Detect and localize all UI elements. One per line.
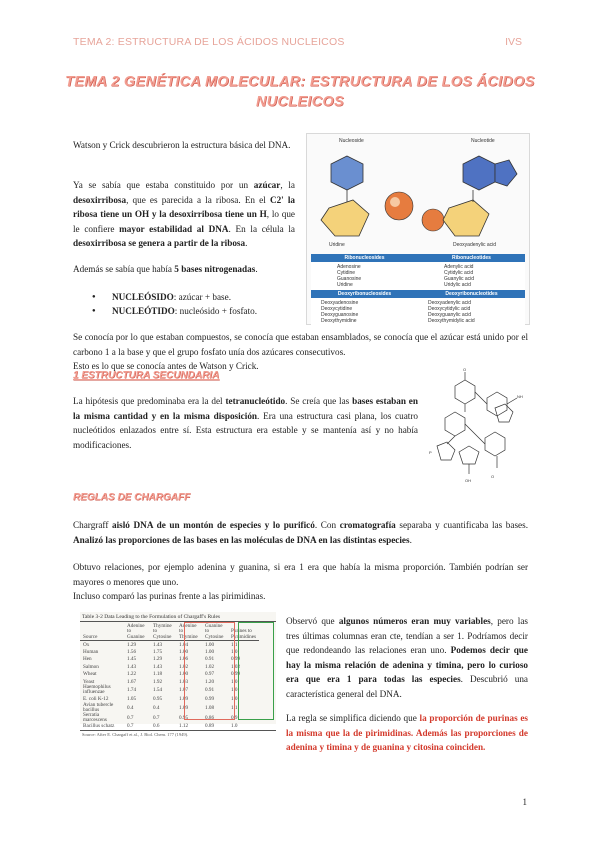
- phosphate-group: [385, 192, 413, 220]
- table-cell: 0.6: [153, 723, 160, 730]
- purine-ring-b: [495, 160, 517, 186]
- table-header: Adenine to Guanine: [127, 622, 145, 640]
- chargaff-paragraph-5: La regla se simplifica diciendo que la proporción de purinas es la misma que la de pirimidinas. Además las proporciones de adenina y timina y de guanina y citosina coinciden.: [286, 713, 528, 752]
- intro-paragraph-4: Se conocía por lo que estaban compuestos, se conocía que estaban ensamblados, se conocía que el azúcar está unido por el carbono 1 a la base y que el grupo fosfato unía dos azúcares consecutivos. Esto es lo que se conocía antes de Watson y Crick.: [73, 332, 528, 371]
- table-cell: 0.7: [153, 714, 160, 721]
- table-cell: 1.08: [205, 704, 215, 711]
- intro-paragraph-2: Ya se sabía que estaba constituido por un azúcar, la desoxirribosa, que es parecida a la ribosa. En el C2' la ribosa tiene un OH y la desoxirribosa tiene un H, lo que le confiere mayor estabilidad al DNA. En la célula la desoxirribosa se genera a partir de la ribosa.: [73, 180, 296, 248]
- deoxyribose-sugar: [443, 200, 489, 236]
- table-cell: Deoxyadenosine: [321, 300, 359, 306]
- table-cell: 1.09: [179, 704, 189, 711]
- table-cell: Deoxyadenylic acid: [428, 300, 472, 306]
- figure-caption-right: Deoxyadenylic acid: [453, 242, 497, 248]
- table-cell: Ox: [83, 641, 90, 648]
- table-header: Ribonucleotides: [452, 255, 491, 261]
- table-cell: 1.0: [231, 649, 238, 656]
- table-cell: Cytidine: [337, 270, 356, 276]
- figure-caption-left: Uridine: [329, 242, 345, 248]
- table-cell: 1.43: [153, 641, 163, 648]
- table-cell: E. coli K-12: [83, 696, 109, 703]
- table-header: Source: [83, 634, 98, 640]
- table-cell: 1.00: [179, 649, 189, 656]
- intro-paragraph-3: Además se sabía que había 5 bases nitrogenadas.: [73, 264, 258, 274]
- table-cell: 1.29: [153, 656, 163, 663]
- table-cell: 1.56: [127, 649, 137, 656]
- table-cell: 1.45: [127, 656, 137, 663]
- table-cell: Deoxyguanylic acid: [428, 312, 472, 318]
- table-header: Purines to Pyrimidines: [231, 628, 257, 640]
- table-cell: Adenosine: [337, 264, 361, 270]
- title-line-1: TEMA 2 GENÉTICA MOLECULAR: ESTRUCTURA DE LOS ÁCIDOS: [65, 74, 535, 90]
- table-header: Ribonucleosides: [344, 255, 385, 261]
- table-cell: 0.89: [205, 723, 215, 730]
- table-cell: Yeast: [83, 678, 95, 685]
- intro-paragraph-1: Watson y Crick descubrieron la estructura básica del DNA.: [73, 140, 291, 150]
- figure-label-right: Nucleotide: [471, 138, 495, 144]
- table-cell: Serratia marcescens: [83, 711, 107, 723]
- table-cell: Cytidylic acid: [444, 270, 474, 276]
- chargaff-paragraph-2: Obtuvo relaciones, por ejemplo adenina y guanina, si era 1 era que había la misma proporción. También podrían ser mayores o menores que uno. Incluso comparó las purinas frente a las pirimidinas.: [73, 562, 528, 601]
- section-heading-secondary-structure: 1 ESTRUCTURA SECUNDARIA: [73, 370, 220, 381]
- table-cell: Guanosine: [337, 276, 362, 282]
- table-cell: 1.06: [179, 656, 189, 663]
- table-header: Deoxyribonucleotides: [445, 291, 498, 297]
- table-cell: 1.67: [127, 678, 137, 685]
- table-source: Source: After E. Chargaff et al., J. Biol. Chem. 177 (1949).: [80, 730, 276, 738]
- ribose-sugar: [321, 200, 369, 236]
- figure-label-left: Nucleoside: [339, 138, 364, 144]
- chargaff-paragraph-4: Observó que algunos números eran muy variables, pero las tres últimas columnas eran cte, tendían a ser 1. Podríamos decir que redondeando las relaciones eran uno. Podemos decir que hay la misma relación de adenina y timina, pero lo curioso era que era 1 para todas las especies. Descubrió una característica general del DNA.: [286, 616, 528, 699]
- table-cell: 1.02: [231, 663, 241, 670]
- table-cell: 1.0: [231, 678, 238, 685]
- svg-text:P: P: [429, 450, 432, 455]
- table-cell: 0.95: [153, 696, 163, 703]
- table-header: Deoxyribonucleosides: [337, 291, 392, 297]
- table-cell: 0.99: [231, 671, 241, 678]
- table-cell: Guanylic acid: [444, 276, 475, 282]
- table-cell: 1.92: [153, 678, 163, 685]
- table-cell: 1.00: [179, 671, 189, 678]
- table-cell: 1.09: [179, 696, 189, 703]
- table-cell: Deoxycytidylic acid: [428, 306, 471, 312]
- table-header: Adenine to Thymine: [179, 622, 198, 640]
- table-cell: 0.99: [205, 696, 215, 703]
- table-cell: 1.04: [179, 641, 189, 648]
- table-cell: 1.75: [153, 649, 163, 656]
- table-cell: 1.22: [127, 671, 137, 678]
- table-cell: 1.43: [153, 663, 163, 670]
- chargaff-table-figure: [80, 612, 276, 738]
- table-cell: 0.95: [179, 714, 189, 721]
- table-cell: 1.0: [231, 687, 238, 694]
- table-cell: 1.07: [179, 687, 189, 694]
- table-cell: 1.74: [127, 687, 137, 694]
- table-cell: 0.4: [127, 704, 134, 711]
- table-cell: 0.9: [231, 714, 238, 721]
- table-cell: Adenylic acid: [444, 264, 474, 270]
- table-header: Guanine to Cytosine: [205, 622, 224, 640]
- table-cell: 1.1: [231, 641, 238, 648]
- purine-ring-a: [463, 156, 495, 190]
- table-cell: Uridylic acid: [444, 282, 471, 288]
- table-cell: Deoxyguanosine: [321, 312, 359, 318]
- table-cell: 0.7: [127, 723, 134, 730]
- nucleoside-names-table: [311, 254, 525, 326]
- table-cell: Haemophilus influenzae: [83, 684, 111, 696]
- title-line-2: NUCLEICOS: [255, 94, 345, 110]
- list-item: ● NUCLEÓSIDO: azúcar + base.: [92, 290, 302, 304]
- highlight-box-red: [184, 622, 235, 720]
- phosphate-group-2: [422, 209, 444, 231]
- svg-text:O: O: [463, 368, 467, 372]
- table-cell: 1.20: [205, 678, 215, 685]
- table-cell: 1.18: [153, 671, 163, 678]
- highlight-box-green: [238, 622, 274, 720]
- table-cell: 0.97: [205, 671, 215, 678]
- table-cell: 1.1: [231, 704, 238, 711]
- nucleotide-figure: [306, 133, 530, 325]
- section1-paragraph: La hipótesis que predominaba era la del tetranucleótido. Se creía que las bases estaban en la misma cantidad y en la misma disposición. Era una estructura casi plana, los cuatro nucleótidos enlazados entre sí. Esta estructura era estable y se mantenía así y no había modificaciones.: [73, 396, 418, 450]
- section-heading-chargaff: REGLAS DE CHARGAFF: [73, 492, 191, 503]
- table-cell: Deoxythymidine: [321, 318, 357, 324]
- table-cell: 1.05: [127, 696, 137, 703]
- table-cell: Human: [83, 649, 99, 656]
- table-title: Table 3-2 Data Leading to the Formulation of Chargaff's Rules: [80, 612, 276, 622]
- table-cell: Deoxycytidine: [321, 306, 353, 312]
- svg-text:O: O: [491, 474, 495, 479]
- table-cell: 0.99: [231, 656, 241, 663]
- table-cell: 0.91: [205, 656, 215, 663]
- nucleoside-list: [92, 290, 302, 318]
- list-item: ● NUCLEÓTIDO: nucleósido + fosfato.: [92, 304, 302, 318]
- header-title: TEMA 2: ESTRUCTURA DE LOS ÁCIDOS NUCLEICOS: [73, 36, 345, 48]
- tetranucleotide-structure-diagram: [425, 368, 530, 486]
- table-cell: 1.0: [231, 723, 238, 730]
- table-cell: 1.00: [205, 649, 215, 656]
- table-row: [80, 723, 259, 730]
- table-cell: Wheat: [83, 671, 97, 678]
- table-cell: 1.54: [153, 687, 163, 694]
- table-cell: Avian tubercle bacillus: [83, 701, 114, 713]
- header-initials: IVS: [505, 36, 522, 48]
- table-cell: Salmon: [83, 663, 99, 670]
- pyrimidine-ring: [331, 156, 363, 190]
- table-cell: 0.86: [205, 714, 215, 721]
- table-cell: 1.03: [179, 678, 189, 685]
- table-cell: 1.00: [205, 641, 215, 648]
- table-cell: 1.02: [179, 663, 189, 670]
- table-cell: 0.4: [153, 704, 160, 711]
- table-cell: Deoxythymidylic acid: [428, 318, 475, 324]
- table-cell: 1.29: [127, 641, 137, 648]
- table-cell: 0.91: [205, 687, 215, 694]
- table-cell: Bacillus schatz: [83, 722, 115, 729]
- svg-text:OH: OH: [465, 478, 471, 483]
- table-cell: 1.12: [179, 723, 189, 730]
- table-cell: 0.7: [127, 714, 134, 721]
- table-cell: 1.0: [231, 696, 238, 703]
- table-cell: Uridine: [337, 282, 353, 288]
- chargaff-paragraph-1: Chargraff aisló DNA de un montón de especies y lo purificó. Con cromatografía separaba y cuantificaba las bases. Analizó las proporciones de las bases en las moléculas de DNA en las distintas especies.: [73, 520, 528, 545]
- svg-text:NH: NH: [517, 394, 523, 399]
- page-number: 1: [522, 797, 527, 807]
- nucleoside-structure-diagram: [307, 134, 529, 254]
- table-cell: 1.43: [127, 663, 137, 670]
- table-cell: 1.02: [205, 663, 215, 670]
- page-title: [60, 72, 540, 112]
- table-header: Thymine to Cytosine: [153, 622, 172, 640]
- table-cell: Hen: [83, 656, 92, 663]
